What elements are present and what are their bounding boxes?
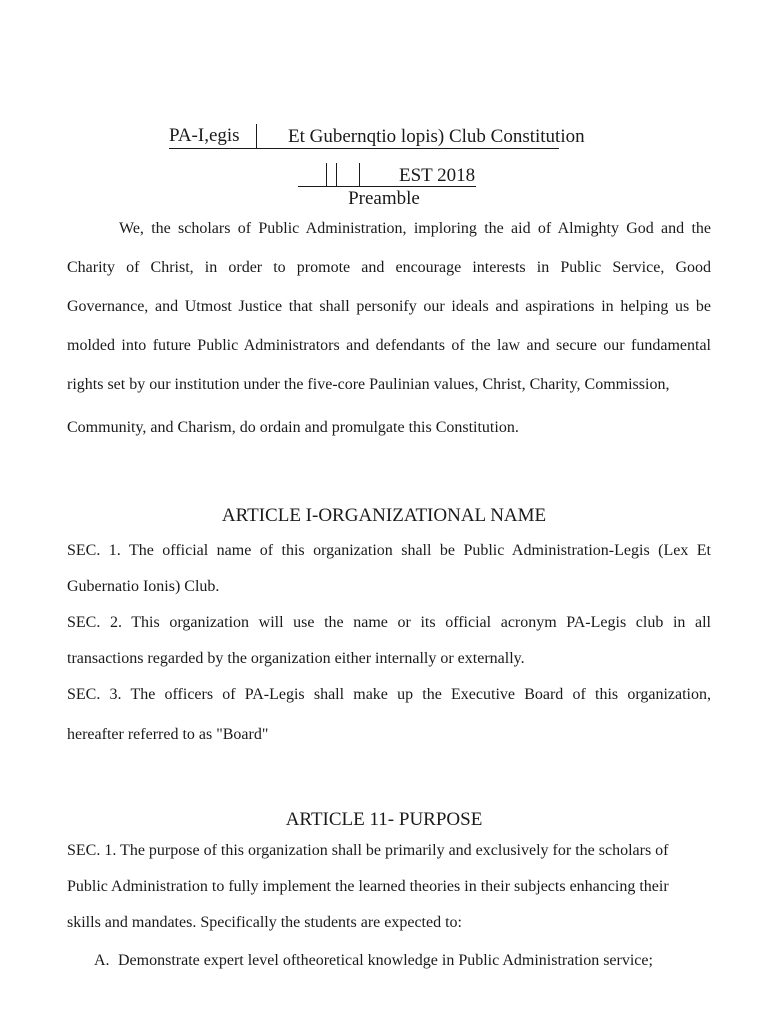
- list-text: Demonstrate expert level oftheoretical knowledge in Public Administration service;: [118, 952, 653, 969]
- est-divider-2: [336, 163, 337, 187]
- article-1-heading: ARTICLE I-ORGANIZATIONAL NAME: [221, 505, 547, 526]
- preamble-line: rights set by our institution under the five-core Paulinian values, Christ, Charity, Commission,: [67, 376, 670, 393]
- est-divider-1: [326, 163, 327, 187]
- preamble-line: Governance, and Utmost Justice that shall personify our ideals and aspirations in helping us be: [67, 298, 711, 315]
- title-divider: [256, 124, 257, 148]
- article-2-line: Public Administration to fully implement the learned theories in their subjects enhancing their: [67, 878, 669, 895]
- preamble-line: Community, and Charism, do ordain and promulgate this Constitution.: [67, 419, 519, 436]
- article-2-line: SEC. 1. The purpose of this organization shall be primarily and exclusively for the scholars of: [67, 842, 669, 859]
- preamble-line: molded into future Public Administrators and defendants of the law and secure our fundamental: [67, 337, 711, 354]
- article-1-line: SEC. 1. The official name of this organization shall be Public Administration-Legis (Lex Et: [67, 542, 711, 559]
- est-label: EST 2018: [399, 165, 476, 186]
- preamble-line: Charity of Christ, in order to promote and encourage interests in Public Service, Good: [67, 259, 711, 276]
- list-marker: A.: [94, 952, 110, 969]
- est-divider-3: [359, 163, 360, 187]
- preamble-heading: Preamble: [348, 188, 420, 209]
- title-left: PA-I,egis: [169, 125, 240, 146]
- article-1-line: hereafter referred to as "Board": [67, 726, 269, 743]
- article-1-line: SEC. 2. This organization will use the name or its official acronym PA-Legis club in all: [67, 614, 711, 631]
- list-item: [94, 951, 653, 971]
- article-2-line: skills and mandates. Specifically the students are expected to:: [67, 914, 462, 931]
- title-underline: [169, 148, 559, 149]
- title-right: Et Gubernqtio lopis) Club Constitution: [288, 126, 585, 147]
- article-1-line: Gubernatio Ionis) Club.: [67, 578, 220, 595]
- article-1-line: SEC. 3. The officers of PA-Legis shall make up the Executive Board of this organization,: [67, 686, 711, 703]
- article-2-heading: ARTICLE 11- PURPOSE: [285, 809, 483, 830]
- est-underline: [298, 186, 476, 187]
- preamble-line: We, the scholars of Public Administration, imploring the aid of Almighty God and the: [119, 220, 711, 237]
- article-1-line: transactions regarded by the organization either internally or externally.: [67, 650, 525, 667]
